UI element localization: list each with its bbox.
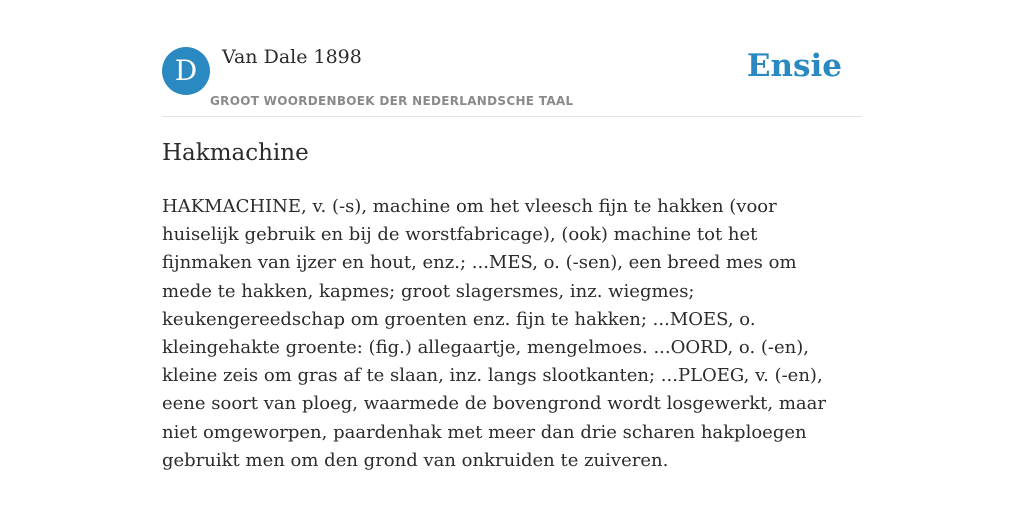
dictionary-avatar[interactable]: D bbox=[162, 47, 210, 95]
dictionary-header bbox=[162, 44, 862, 117]
dictionary-title[interactable]: Van Dale 1898 bbox=[222, 46, 362, 68]
dictionary-subtitle: GROOT WOORDENBOEK DER NEDERLANDSCHE TAAL bbox=[210, 94, 574, 108]
entry-definition: HAKMACHINE, v. (-s), machine om het vleesch fijn te hakken (voor huiselijk gebruik en bij de worstfabricage), (ook) machine tot het fijnmaken van ijzer en hout, enz.; ...MES, o. (-sen), een breed mes om mede te hakken, kapmes; groot slagersmes, inz. wiegmes; keukengereedschap om groenten enz. fijn te hakken; ...MOES, o. kleingehakte groente: (fig.) allegaartje, mengelmoes. ...OORD, o. (-en), kleine zeis om gras af te slaan, inz. langs slootkanten; ...PLOEG, v. (-en), eene soort van ploeg, waarmede de bovengrond wordt losgewerkt, maar niet omgeworpen, paardenhak met meer dan drie scharen hakploegen gebruikt men om den grond van onkruiden te zuiveren. bbox=[162, 196, 826, 471]
brand-logo[interactable]: Ensie bbox=[746, 48, 842, 84]
entry-title: Hakmachine bbox=[162, 140, 309, 166]
